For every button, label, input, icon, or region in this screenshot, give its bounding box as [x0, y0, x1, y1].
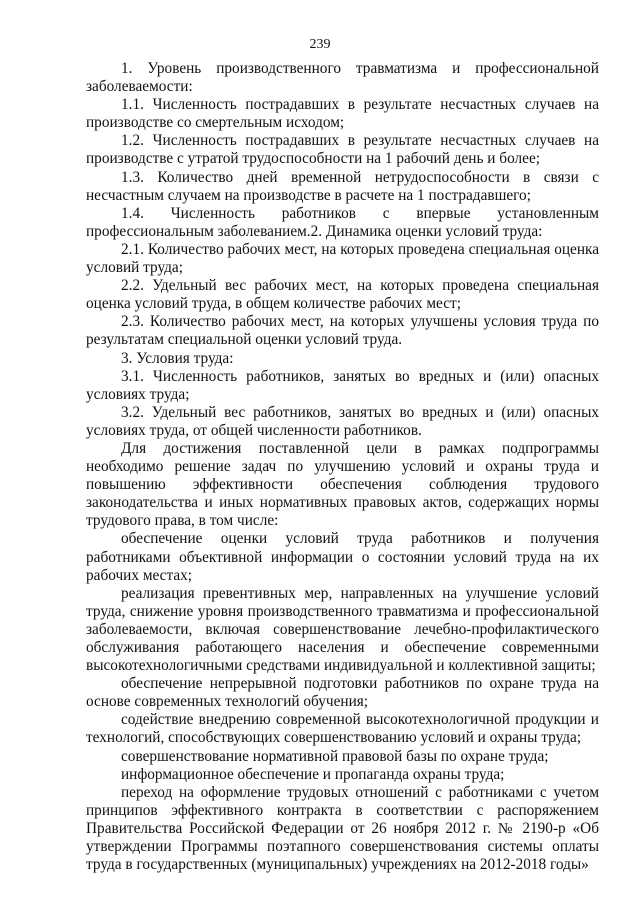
paragraph-1-1: 1.1. Численность пострадавших в результате несчастных случаев на производстве со смертельным исходом; — [86, 96, 599, 132]
paragraph-3-1: 3.1. Численность работников, занятых во вредных и (или) опасных условиях труда; — [86, 367, 599, 403]
paragraph-1-4: 1.4. Численность работников с впервые установленным профессиональным заболеванием.2. Динамика оценки условий труда: — [86, 204, 599, 240]
paragraph-1-2: 1.2. Численность пострадавших в результате несчастных случаев на производстве с утратой трудоспособности на 1 рабочий день и более; — [86, 132, 599, 168]
paragraph-3-2: 3.2. Удельный вес работников, занятых во вредных и (или) опасных условиях труда, от общей численности работников. — [86, 403, 599, 439]
paragraph-task-contract: переход на оформление трудовых отношений с работниками с учетом принципов эффективного контракта в соответствии с распоряжением Правительства Российской Федерации от 26 ноября 2012 г. № 2190-р «Об утверждении Программы поэтапного совершенствования системы оплаты труда в государственных (муниципальных) учреждениях на 2012-2018 годы» — [86, 783, 599, 874]
paragraph-2-1: 2.1. Количество рабочих мест, на которых проведена специальная оценка условий труда; — [86, 240, 599, 277]
paragraph-2-3: 2.3. Количество рабочих мест, на которых улучшены условия труда по результатам специальной оценки условий труда. — [86, 313, 599, 349]
paragraph-task-regulation: совершенствование нормативной правовой базы по охране труда; — [121, 747, 549, 765]
paragraph-2-2: 2.2. Удельный вес рабочих мест, на которых проведена специальная оценка условий труда, в общем количестве рабочих мест; — [86, 277, 599, 313]
paragraph-task-assessment: обеспечение оценки условий труда работников и получения работниками объективной информации о состоянии условий труда на их рабочих местах; — [86, 530, 599, 584]
document-body — [86, 60, 599, 874]
paragraph-3: 3. Условия труда: — [121, 349, 234, 367]
paragraph-1: 1. Уровень производственного травматизма и профессиональной заболеваемости: — [86, 60, 599, 96]
paragraph-tasks-intro: Для достижения поставленной цели в рамках подпрограммы необходимо решение задач по улучшению условий и охраны труда и повышению эффективности обеспечения соблюдения трудового законодательства и иных нормативных правовых актов, содержащих нормы трудового права, в том числе: — [86, 439, 599, 530]
page-number: 239 — [309, 37, 331, 52]
paragraph-task-technology: содействие внедрению современной высокотехнологичной продукции и технологий, способствующих совершенствованию условий и охраны труда; — [86, 711, 599, 747]
paragraph-task-preventive: реализация превентивных мер, направленных на улучшение условий труда, снижение уровня производственного травматизма и профессиональной заболеваемости, включая совершенствование лечебно-профилактического обслуживания работающего населения и обеспечение современными высокотехнологичными средствами индивидуальной и коллективной защиты; — [86, 584, 599, 675]
paragraph-task-information: информационное обеспечение и пропаганда охраны труда; — [121, 765, 505, 783]
paragraph-task-training: обеспечение непрерывной подготовки работников по охране труда на основе современных технологий обучения; — [86, 675, 599, 711]
paragraph-1-3: 1.3. Количество дней временной нетрудоспособности в связи с несчастным случаем на производстве в расчете на 1 пострадавшего; — [86, 168, 599, 204]
